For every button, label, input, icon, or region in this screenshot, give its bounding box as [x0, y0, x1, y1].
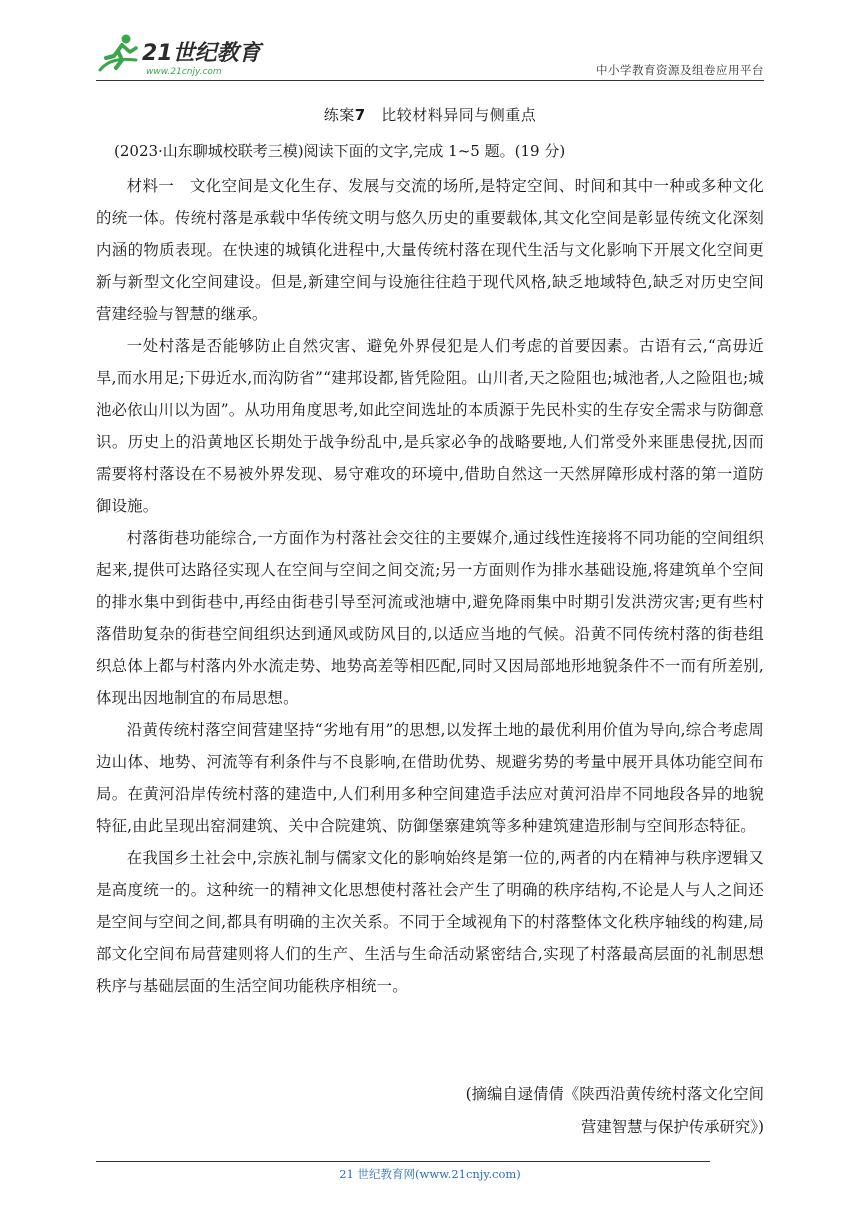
source-line-2: 营建智慧与保护传承研究》): [581, 1118, 764, 1136]
paragraph: 一处村落是否能够防止自然灾害、避免外界侵犯是人们考虑的首要因素。古语有云,“高毋近旱,而水用足;下毋近水,而沟防省”“建邦设都,皆凭险阻。山川者,天之险阻也;城池者,人之险阻也;城池必依山川以为固”。从功用角度思考,如此空间选址的本质源于先民朴实的生存安全需求与防御意识。历史上的沿黄地区长期处于战争纷乱中,是兵家必争的战略要地,人们常受外来匪患侵扰,因而需要将村落设在不易被外界发现、易守难攻的环境中,借助自然这一天然屏障形成村落的第一道防御设施。: [96, 337, 764, 515]
page-title: [0, 104, 860, 125]
paragraph: 村落街巷功能综合,一方面作为村落社会交往的主要媒介,通过线性连接将不同功能的空间组织起来,提供可达路径实现人在空间与空间之间交流;另一方面则作为排水基础设施,将建筑单个空间的排水集中到街巷中,再经由街巷引导至河流或池塘中,避免降雨集中时期引发洪涝灾害;更有些村落借助复杂的街巷空间组织达到通风或防风目的,以适应当地的气候。沿黄不同传统村落的街巷组织总体上都与村落内外水流走势、地势高差等相匹配,同时又因局部地形地貌条件不一而有所差别,体现出因地制宜的布局思想。: [96, 529, 764, 707]
logo-url: www.21cnjy.com: [146, 67, 222, 77]
title-prefix: 练案: [323, 106, 355, 124]
page-header: [96, 30, 764, 82]
header-divider: [96, 80, 764, 81]
runner-icon: [100, 35, 136, 71]
platform-label: 中小学教育资源及组卷应用平台: [596, 63, 764, 77]
title-text: 比较材料异同与侧重点: [381, 106, 537, 124]
paragraph: 沿黄传统村落空间营建坚持“劣地有用”的思想,以发挥土地的最优利用价值为导向,综合考虑周边山体、地势、河流等有利条件与不良影响,在借助优势、规避劣势的考量中展开具体功能空间布局。在黄河沿岸传统村落的建造中,人们利用多种空间建造手法应对黄河沿岸不同地段各异的地貌特征,由此呈现出窑洞建筑、关中合院建筑、防御堡寨建筑等多种建筑建造形制与空间形态特征。: [96, 721, 764, 835]
logo-21cnjy: [96, 30, 266, 78]
title-number: 7: [354, 106, 366, 124]
material-body: [96, 170, 764, 1002]
footer-divider: [96, 1161, 710, 1162]
question-intro: (2023·山东聊城校联考三模)阅读下面的文字,完成 1~5 题。(19 分): [114, 142, 566, 160]
source-line-1: (摘编自逯倩倩《陕西沿黄传统村落文化空间: [465, 1085, 764, 1103]
paragraph: 材料一 文化空间是文化生存、发展与交流的场所,是特定空间、时间和其中一种或多种文化的统一体。传统村落是承载中华传统文明与悠久历史的重要载体,其文化空间是彰显传统文化深刻内涵的物质表现。在快速的城镇化进程中,大量传统村落在现代生活与文化影响下开展文化空间更新与新型文化空间建设。但是,新建空间与设施往往趋于现代风格,缺乏地域特色,缺乏对历史空间营建经验与智慧的继承。: [96, 177, 764, 323]
logo-text: 21世纪教育: [142, 41, 261, 66]
footer-link[interactable]: 21 世纪教育网(www.21cnjy.com): [339, 1167, 521, 1181]
paragraph: 在我国乡土社会中,宗族礼制与儒家文化的影响始终是第一位的,两者的内在精神与秩序逻辑又是高度统一的。这种统一的精神文化思想使村落社会产生了明确的秩序结构,不论是人与人之间还是空间与空间之间,都具有明确的主次关系。不同于全域视角下的村落整体文化秩序轴线的构建,局部文化空间布局营建则将人们的生产、生活与生命活动紧密结合,实现了村落最高层面的礼制思想秩序与基础层面的生活空间功能秩序相统一。: [96, 849, 764, 995]
